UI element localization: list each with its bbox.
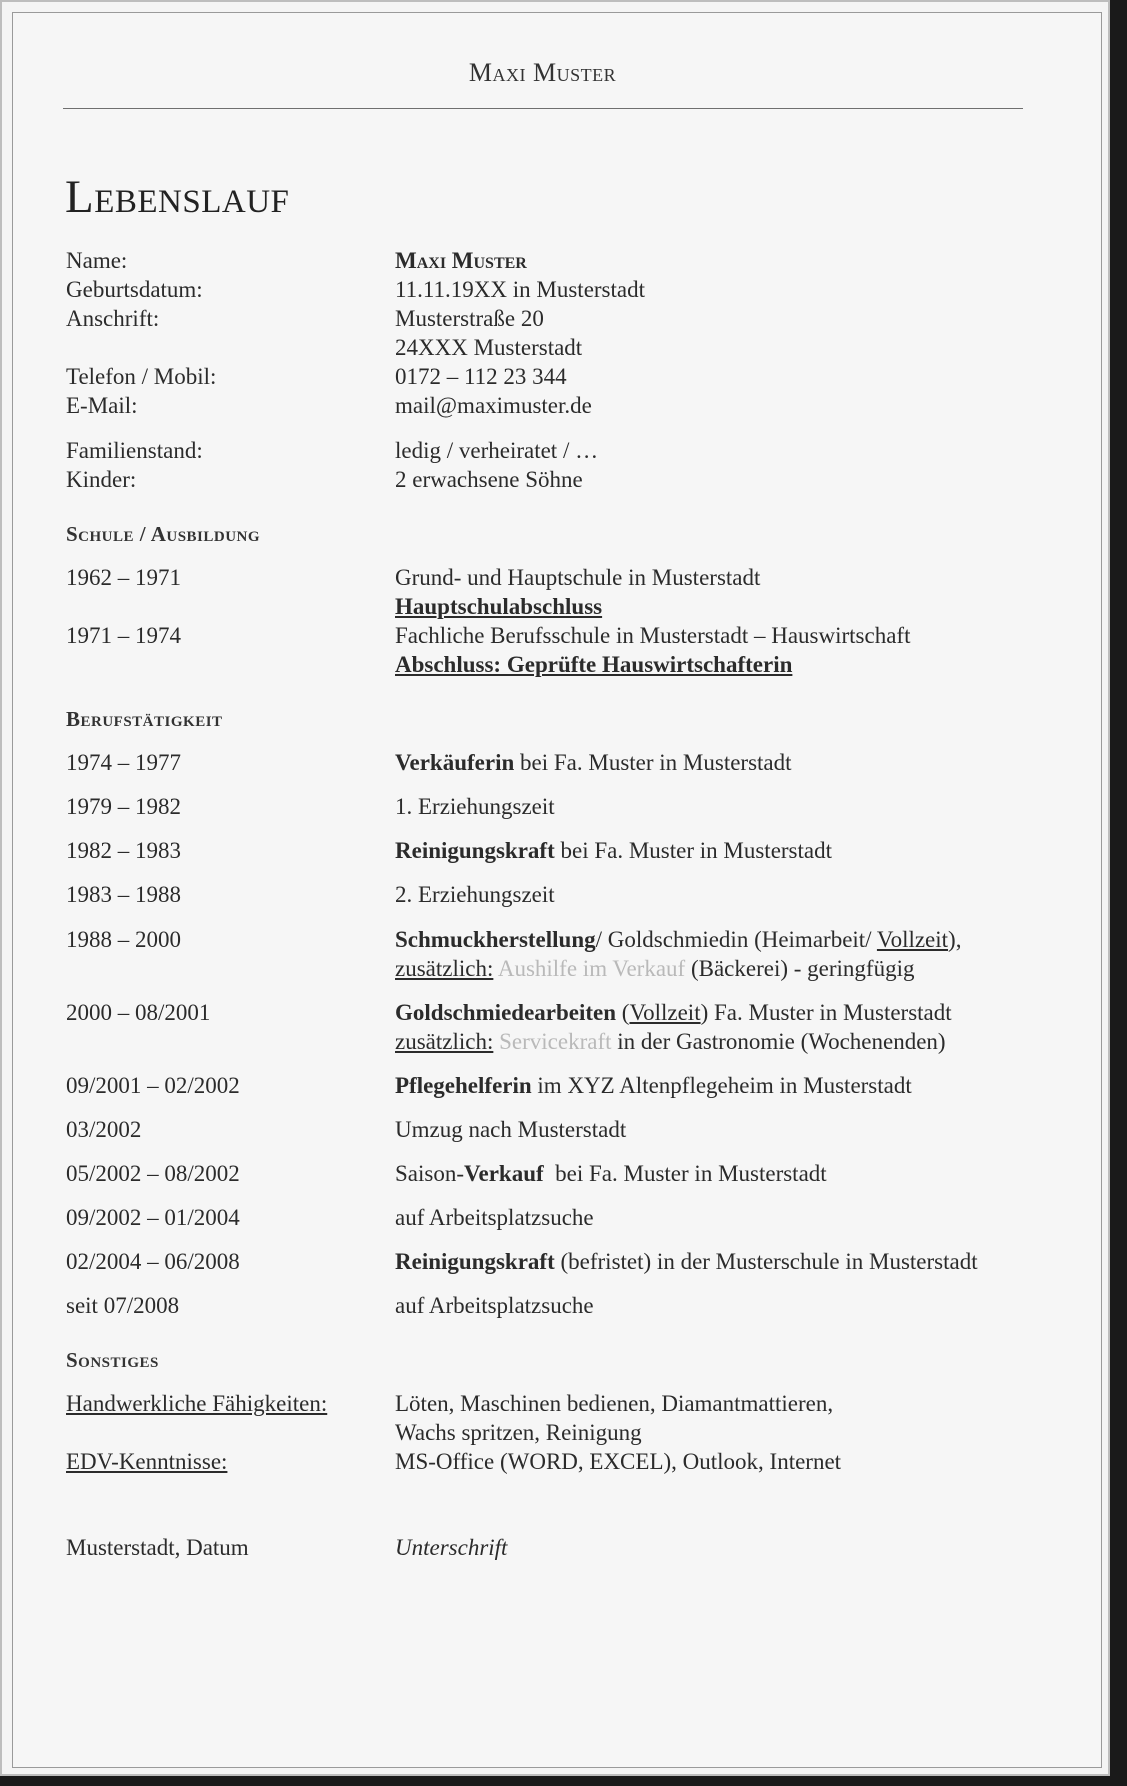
work-desc: [395, 1247, 978, 1276]
value-kids: 2 erwachsene Söhne: [395, 467, 583, 492]
work-period: 03/2002: [66, 1117, 142, 1142]
work-extra-detail: in der Gastronomie (Wochenenden): [611, 1029, 946, 1054]
work-desc: auf Arbeitsplatzsuche: [395, 1293, 594, 1318]
header-name: Maxi Muster: [468, 58, 617, 87]
label-name: Name:: [66, 248, 128, 273]
work-extra-label: zusätzlich:: [395, 1029, 494, 1054]
work-desc: [395, 925, 961, 954]
school-period: 1962 – 1971: [66, 565, 181, 590]
label-family: Familienstand:: [66, 438, 203, 463]
skills-value-line2: Wachs spritzen, Reinigung: [395, 1420, 642, 1445]
work-extra: [395, 954, 914, 983]
value-address-line1: Musterstraße 20: [395, 306, 544, 331]
work-desc: [395, 748, 792, 777]
work-detail: (: [616, 1000, 630, 1025]
school-degree: Hauptschulabschluss: [395, 594, 603, 619]
work-period: 2000 – 08/2001: [66, 1000, 211, 1025]
work-period: 1988 – 2000: [66, 927, 181, 952]
label-address: Anschrift:: [66, 306, 160, 331]
work-detail: (befristet) in der Musterschule in Musterstadt: [554, 1249, 978, 1274]
value-phone: 0172 – 112 23 344: [395, 364, 567, 389]
work-detail-underlined: Vollzeit: [876, 927, 949, 952]
work-role: Reinigungskraft: [395, 1249, 555, 1274]
work-detail: / Goldschmiedin (Heimarbeit/: [595, 927, 877, 952]
work-extra-faint: Aushilfe im Verkauf: [493, 956, 686, 981]
work-extra-faint: Servicekraft: [493, 1029, 612, 1054]
work-period: 05/2002 – 08/2002: [66, 1161, 240, 1186]
section-heading-misc: Sonstiges: [66, 1348, 159, 1372]
work-role: Pflegehelferin: [395, 1073, 532, 1098]
work-detail-underlined: Vollzeit: [629, 1000, 701, 1025]
document-title: Lebenslauf: [65, 171, 290, 223]
skills-value-line1: Löten, Maschinen bedienen, Diamantmattieren,: [395, 1391, 834, 1416]
work-desc: [395, 1159, 827, 1188]
work-period: 02/2004 – 06/2008: [66, 1249, 240, 1274]
place-date: Musterstadt, Datum: [66, 1535, 249, 1560]
value-name: Maxi Muster: [395, 248, 527, 273]
work-detail-end: ) Fa. Muster in Musterstadt: [700, 1000, 952, 1025]
value-family: ledig / verheiratet / …: [395, 438, 599, 463]
work-extra-label: zusätzlich:: [395, 956, 494, 981]
work-extra-detail: (Bäckerei) - geringfügig: [685, 956, 915, 981]
edv-label: EDV-Kenntnisse:: [66, 1449, 228, 1474]
work-extra: [395, 1027, 946, 1056]
school-period: 1971 – 1974: [66, 623, 181, 648]
work-period: 1974 – 1977: [66, 750, 181, 775]
work-period: 1982 – 1983: [66, 838, 181, 863]
work-detail: bei Fa. Muster in Musterstadt: [554, 838, 832, 863]
skills-label: Handwerkliche Fähigkeiten:: [66, 1391, 328, 1416]
work-role: Verkäuferin: [395, 750, 515, 775]
work-desc: Umzug nach Musterstadt: [395, 1117, 627, 1142]
work-desc: [395, 836, 832, 865]
work-desc: 1. Erziehungszeit: [395, 794, 555, 819]
work-period: 09/2001 – 02/2002: [66, 1073, 240, 1098]
work-role: Reinigungskraft: [395, 838, 555, 863]
work-period: 1979 – 1982: [66, 794, 181, 819]
work-desc: [395, 998, 952, 1027]
work-detail-end: ),: [948, 927, 962, 952]
work-role: Goldschmiedearbeiten: [395, 1000, 617, 1025]
work-role: Schmuckherstellung: [395, 927, 596, 952]
signature: Unterschrift: [395, 1535, 508, 1560]
work-detail: bei Fa. Muster in Musterstadt: [514, 750, 792, 775]
work-period: 1983 – 1988: [66, 882, 181, 907]
school-desc: Grund- und Hauptschule in Musterstadt: [395, 565, 761, 590]
section-heading-work: Berufstätigkeit: [66, 707, 223, 731]
work-detail: bei Fa. Muster in Musterstadt: [543, 1161, 827, 1186]
value-address-line2: 24XXX Musterstadt: [395, 335, 583, 360]
label-birth: Geburtsdatum:: [66, 277, 203, 302]
value-birth: 11.11.19XX in Musterstadt: [395, 277, 646, 302]
work-desc: auf Arbeitsplatzsuche: [395, 1205, 594, 1230]
school-degree: Abschluss: Geprüfte Hauswirtschafterin: [395, 652, 793, 677]
label-email: E-Mail:: [66, 393, 138, 418]
label-phone: Telefon / Mobil:: [66, 364, 217, 389]
work-role: Verkauf: [464, 1161, 544, 1186]
header-divider: [63, 108, 1023, 109]
label-kids: Kinder:: [66, 467, 137, 492]
work-period: 09/2002 – 01/2004: [66, 1205, 240, 1230]
work-prefix: Saison-: [395, 1161, 464, 1186]
work-desc: 2. Erziehungszeit: [395, 882, 555, 907]
work-detail: im XYZ Altenpflegeheim in Musterstadt: [531, 1073, 912, 1098]
section-heading-school: Schule / Ausbildung: [66, 522, 261, 546]
edv-value: MS-Office (WORD, EXCEL), Outlook, Internet: [395, 1449, 842, 1474]
value-email: mail@maximuster.de: [395, 393, 592, 418]
work-period: seit 07/2008: [66, 1293, 180, 1318]
school-desc: Fachliche Berufsschule in Musterstadt – Hauswirtschaft: [395, 623, 911, 648]
work-desc: [395, 1071, 912, 1100]
